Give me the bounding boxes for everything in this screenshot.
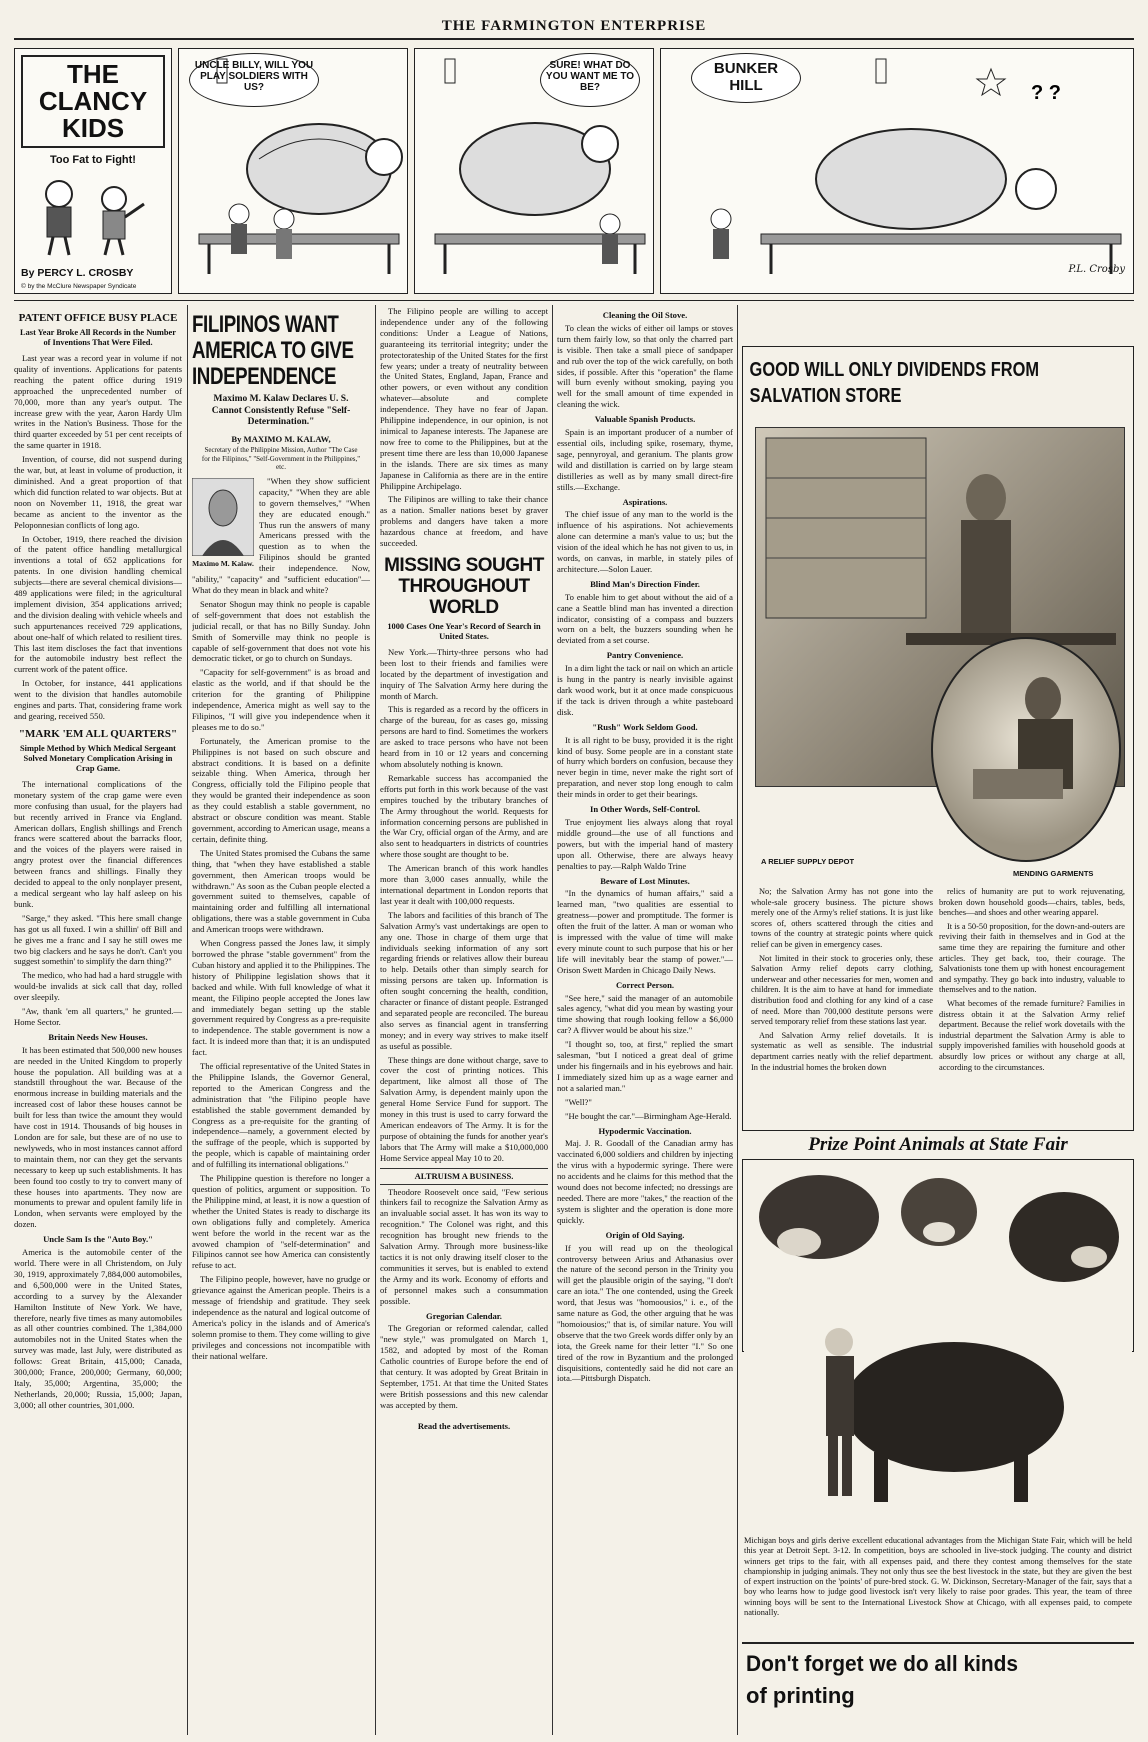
unclesam-paragraph: America is the automobile center of the world. There were in all Christendom, on July 30, 1919, approximately 7,884,000 automobiles, and 6,500,000 were in the United States, according to a survey by the Alexander Hamilton Institute of New York. We have, therefore, nearly five times as many automobiles as all other countries combined. The 1,384,000 automobiles not in the United States when the survey was made, last July, were distributed as follows: Great Britain, 415,000; Canada, 300,000; France, 200,000; Germany, 60,000; Italy, 35,000; Argentina, 35,000; the Netherlands, 20,000; Russia, 15,000; Japan, 3,000; all other countries, 301,000. — [14, 1247, 182, 1410]
filipinos-cont-paragraph: The Filipino people are willing to accept independence under any of the following conditions: Under a League of Nations, guaranteeing its territorial integrity; under the protectorateship of the United States for the first few years; under a treaty of neutrality between the United States, England, Japan, France and other powers, or even without any condition whatever—absolute and complete independence. They have no fear of Japan. Philippine independence, in our opinion, is not inimical to Japanese interests. The Japanese are now free to come to the Philippines, but at the present time there are less than 10,000 Japanese in the islands. There are six times as many Japanese in California as there are in the entire Philippine Archipelago. — [380, 306, 548, 491]
patent-paragraph: Invention, of course, did not suspend during the war, but, at least in volume of production, it diminished. And a great proportion of that which did function related to war objects. But at noon on November 11, 1918, the great war became as ancient to the inventor as the Peloponnesian conflicts of long ago. — [14, 454, 182, 530]
salvation-column-left — [751, 887, 933, 1127]
salvation-paragraph: And Salvation Army relief dovetails. It is systematic as well as sensible. The industrial department carries neatly with the relief department. In the industrial homes the broken down — [751, 1030, 933, 1072]
column-4 — [557, 306, 733, 1736]
comic-syndicate: © by the McClure Newspaper Syndicate — [21, 283, 137, 290]
salesman-paragraph: "Well?" — [565, 1096, 592, 1107]
comic-byline: By PERCY L. CROSBY — [21, 267, 134, 279]
svg-text:? ?: ? ? — [1031, 82, 1061, 104]
britain-paragraph: It has been estimated that 500,000 new houses are needed in the United Kingdom to properly house the population. All building was at a standstill throughout the war. Because of the enormous increase in building materials and the increased cost of labor these houses cannot be built for less than twice the amount they would have cost in 1914. Thousands of big houses in London are for sale, but these are of no use to newlyweds, who in most instances cannot afford to maintain them, nor can they get the servants necessary to keep up such establishments. It has been found too costly to try to convert many of these houses into apartments. They now are monuments to prewar and opulent family life in London, when servants were employed by the dozen. — [14, 1044, 182, 1230]
markem-subhead: Simple Method by Which Medical Sergeant Solved Monetary Complication Arising in Crap Game. — [20, 743, 176, 773]
column-divider — [552, 305, 553, 1735]
relief-depot-caption: A RELIEF SUPPLY DEPOT — [761, 857, 855, 866]
filipinos-paragraph: "When they show sufficient capacity," "When they are able to govern themselves," "When they are educated enough." Thus run the answers of many Americans pressed with the question as to when the Filipinos should be granted their independence. Now, "ability," "capacity" and "sufficient education"—What do they mean in black and white? — [192, 475, 370, 595]
patent-paragraph: Last year was a record year in volume if not quality of inventions. Applications for patents reaching the patent office during 1919 approached the unprecedented number of 70,000, more than any year's output. The increase grew with the year, Aaron Hardy Ulm writes in the Nation's Business. Those for the third quarter exceeded by 51 per cent receipts of the same quarter in 1918. — [14, 353, 182, 451]
patent-paragraph: In October, 1919, there reached the division of the patent office handling metallurgical inventions a total of 652 applications for patents. In one division handling chemical subjects—there are several chemical divisions—489 applications were filed; in the agricultural implement division, 354 applications arrived; and the division dealing with vehicle wheels and such appurtenances received 729 applications, about one-half of which related to resilient tires. This last item discloses the fact that inventions for the automobile industry best reflect the current work of the patent office. — [14, 533, 182, 675]
comic-panel-3 — [660, 48, 1134, 294]
missing-paragraph: These things are done without charge, save to cover the cost of printing notices. This department, like almost all those of The Salvation Army, is dependent mainly upon the general Home Service Fund for support. The money in this trust is used to carry forward the American endeavors of The Army. It is for the purpose of obtaining the funds for another year's labors that The Army will make a $10,000,000 Home Service appeal May 10 to 20. — [380, 1054, 548, 1163]
column-divider — [737, 305, 738, 1735]
vaccination-headline: Hypodermic Vaccination. — [598, 1125, 692, 1136]
aspirations-paragraph: The chief issue of any man to the world is the influence of his aspirations. Not achievements alone can determine a man's value to us; but the vision of the ideal which he has not given to us, in words, on canvas, in marble, in stately piles of architecture.—Solon Lauer. — [557, 509, 733, 574]
salesman-paragraph: "He bought the car."—Birmingham Age-Herald. — [565, 1110, 732, 1121]
rush-paragraph: It is all right to be busy, provided it is the right kind of busy. Some people are in a constant state of hurry which borders on confusion, because they never begin in time, never make the right sort of preparation, and never stop long enough to calm their minds in order to get their bearings. — [557, 734, 733, 800]
salvation-paragraph: Not limited in their stock to groceries only, these Salvation Army relief depots carry clothing, underwear and other necessaries for men, women and children. It is the aim to have at hand for immediate distribution food and clothing for any kind of a case of need. More than 700,000 destitute persons were served temporary relief from these stations last year. — [751, 953, 933, 1027]
comic-title-panel — [14, 48, 172, 294]
mending-garments-photo — [931, 637, 1121, 862]
speech-bubble-1: UNCLE BILLY, WILL YOU PLAY SOLDIERS WITH US? — [189, 53, 319, 107]
fair-text — [744, 1536, 1132, 1638]
filipinos-cont-paragraph: The Filipinos are willing to take their chance as a nation. Smaller nations beset by graver problems and dangers have taken a more hazardous chance at freedom, and have succeeded. — [380, 494, 548, 549]
minutes-paragraph: "In the dynamics of human affairs," said a learned man, "two qualities are essential to greatness—power and promptitude. The former is often the fruit of the latter. A man or woman who is impressed with the value of time will make every minute count to such purpose that his or her life will inevitably bear the stamp of power."—Orison Swett Marden in Chicago Daily News. — [557, 888, 733, 975]
speech-bubble-2: SURE! WHAT DO YOU WANT ME TO BE? — [540, 53, 640, 107]
fair-headline-bar — [742, 1130, 1134, 1160]
ad-line-1: Don't forget we do all kinds — [746, 1651, 1019, 1676]
unclesam-headline: Uncle Sam Is the "Auto Boy." — [43, 1234, 153, 1245]
britain-headline: Britain Needs New Houses. — [48, 1031, 148, 1042]
filipinos-headline: FILIPINOS WANT AMERICA TO GIVE INDEPENDENCE — [192, 311, 354, 390]
oilstove-paragraph: To clean the wicks of either oil lamps or stoves turn them fairly low, so that only the charred part is visible. Then take a small piece of sandpaper and rub over the top of the wick carefully, on both sides, if possible. After this "operation" the flame will burn evenly without smoking, paying you well for the small amount of time expended in cleaning the wick. — [557, 322, 733, 410]
gregorian-headline: Gregorian Calendar. — [426, 1310, 502, 1321]
minutes-headline: Beware of Lost Minutes. — [600, 875, 690, 886]
filipinos-paragraph: The United States promised the Cubans the same thing, that "when they have established a stable government, then American troops would be withdrawn." As soon as the Cuban people elected a government suited to themselves, capable of maintaining order and fulfilling all international obligations, there was a stable government in Cuba and American troops were withdrawn. — [192, 847, 370, 935]
mending-drawing — [933, 639, 1123, 864]
salvation-paragraph: No; the Salvation Army has not gone into the whole-sale grocery business. The picture shows merely one of the Army's relief stations. It is just like scores of, others scattered through the cities and towns of the country at strategic points where quick relief can be given in emergency cases. — [751, 887, 933, 949]
masthead: THE FARMINGTON ENTERPRISE — [441, 18, 707, 34]
aspirations-headline: Aspirations. — [622, 496, 668, 507]
panel-1-drawing — [179, 49, 408, 294]
fair-animals-drawing — [744, 1162, 1132, 1532]
comic-title: THE CLANCY KIDS — [21, 55, 165, 148]
selfcontrol-paragraph: True enjoyment lies always along that royal middle ground—the use of all functions and powers, but with the imperial hand of mastery upon all. Otherwise, there are always heavy penalties to pay.—Ralph Waldo Trine — [557, 816, 733, 871]
selfcontrol-headline: In Other Words, Self-Control. — [589, 804, 701, 815]
filipinos-paragraph: The official representative of the United States in the Philippine Islands, the Governor General, reported to the American Congress and the administration that "the Filipino people have established the stable government demanded by Congress as a pre-requisite for the granting of independence—namely, a government elected by the suffrage of the people, which is supported by the people, which is capable of maintaining order and of fulfilling its international obligations." — [192, 1061, 370, 1170]
patent-subhead: Last Year Broke All Records in the Number of Inventions That Were Filed. — [20, 328, 176, 347]
fair-headline: Prize Point Animals at State Fair — [808, 1134, 1068, 1155]
fair-paragraph: Michigan boys and girls derive excellent educational advantages from the Michigan State Fair, which will be held this year at Detroit Sept. 3-12. In competition, boys are schooled in live-stock judging. The county and district winners get trips to the fair, with all expenses paid, and there they contest among themselves for the state championship in judging animals. They not only thus see the best livestock in the state, but they are given the best of expert instruction on the 'points' of pure-bred stock. G. W. Dickinson, Secretary-Manager of the fair, says that a boy who learns how to judge good livestock isn't very likely to raise poor grades. This year, the team of three winning boys will be sent to the International Livestock Show at Chicago, with all expenses paid, to compete nationally. — [744, 1536, 1132, 1618]
filipinos-subhead: Maximo M. Kalaw Declares U. S. Cannot Consistently Refuse "Self-Determination." — [211, 394, 351, 427]
portrait-block — [192, 478, 254, 570]
salvation-column-right — [939, 887, 1125, 1127]
comic-panel-2 — [414, 48, 654, 294]
salvation-paragraph: What becomes of the remade furniture? Families in distress obtain it at the Salvation Army relief department. Because the relief work dovetails with the industrial department the Salvation Army is able to supply impoverished families with household goods at absurdly low prices or without any charge at all, according to the circumstances. — [939, 998, 1125, 1072]
salesman-headline: Correct Person. — [615, 979, 675, 990]
column-divider — [187, 305, 188, 1735]
missing-paragraph: New York.—Thirty-three persons who had been lost to their friends and families were located by the department of investigation and inquiry of The Salvation Army here during the month of March. — [380, 646, 548, 701]
portrait-caption: Maximo M. Kalaw. — [192, 558, 254, 568]
gregorian-paragraph: The Gregorian or reformed calendar, called "new style," was promulgated on March 1, 1582, and adopted by most of the Roman Catholic countries of Europe before the end of that century. It was adopted by Great Britain in September, 1751. At that time the United States were British possessions and this new calendar was accepted by them. — [380, 1323, 548, 1410]
oilstove-headline: Cleaning the Oil Stove. — [602, 310, 688, 320]
column-1 — [14, 306, 182, 1736]
missing-paragraph: This is regarded as a record by the officers in charge of the bureau, for as cases go, missing persons are hard to find. Sometimes the workers are asked to trace persons who have not been heard from in 10 or 12 years and concerning whom absolutely nothing is known. — [380, 704, 548, 769]
column-2 — [192, 306, 370, 1736]
column-3 — [380, 306, 548, 1736]
panel-2-drawing — [415, 49, 654, 294]
markem-paragraph: "Aw, thank 'em all quarters," he grunted.—Home Sector. — [14, 1006, 182, 1027]
comic-rule — [14, 300, 1134, 301]
filipinos-paragraph: The Filipino people, however, have no grudge or grievance against the American people. Theirs is a message of friendship and gratitude. They seek independence as the natural and logical outcome of America's policy in the islands and of America's solemn promise to them. They come willing to give privileges and concessions not incompatible with their national welfare. — [192, 1274, 370, 1361]
missing-paragraph: The labors and facilities of this branch of The Salvation Army's vast undertakings are open to any one. Those in charge of them urge that individuals seeking information of any sort regarding friends or relatives allow their bureau to help. Details other than simply search for missing persons are taken up. Information is often sought concerning the health, condition, character or finance of distant people. Estranged and separated people are reconciled. The bureau also serves as financial agent in transferring money; and in every way strives to make itself as useful as possible. — [380, 909, 548, 1051]
missing-headline: MISSING SOUGHT THROUGHOUT WORLD — [384, 554, 544, 618]
missing-paragraph: Remarkable success has accompanied the efforts put forth in this work because of the vast empires touched by the tributary branches of The Army throughout the world. Requests for information concerning persons are published in the War Cry, official organ of the Army, and are also sent to headquarters in districts of countries where those sought are thought to be. — [380, 772, 548, 860]
altruism-paragraph: Theodore Roosevelt once said, "Few serious thinkers fail to recognize the Salvation Army as an invaluable social asset. It has won its way to recognition." The Colonel was right, and this recognition has brought new friends to the Salvation Army. Through more business-like tactics it is not only drawing itself closer to the communities it serves, but is enabled to extend the Army and its work. Economy of efforts and of personnel makes such a consummation possible. — [380, 1186, 548, 1306]
filipinos-paragraph: The Philippine question is therefore no longer a question of politics, argument or supposition. To the Philippine mind, at least, it is now a question of whether the United States is ready to discharge its own obligations fully and completely. America went before the world in the recent war as the avowed champion of "self-determination" and Filipinos cannot see how America can consistently refuse to act. — [192, 1173, 370, 1271]
fair-photos — [744, 1162, 1132, 1532]
patent-headline: PATENT OFFICE BUSY PLACE — [18, 312, 178, 324]
filipinos-paragraph: Senator Shogun may think no people is capable of self-government that does not establish the judicial recall, or that has no Billy Sunday. John Smith of Somerville may think no people is capable of self-government that does not vote his democratic ticket, or go to church on Sundays. — [192, 598, 370, 664]
salvation-paragraph: relics of humanity are put to work rejuvenating, broken down household goods—chairs, tables, beds, benches—and shoes and other wearing apparel. — [939, 887, 1125, 918]
missing-paragraph: The American branch of this work handles more than 3,000 cases annually, while the international department in London reports that last year it dealt with 100,000 requests. — [380, 863, 548, 906]
comic-panel-1 — [178, 48, 408, 294]
filipinos-credit: Secretary of the Philippine Mission, Author "The Case for the Filipinos," "Self-Government in the Philippines," etc. — [201, 446, 361, 472]
read-ads-note: Read the advertisements. — [417, 1420, 511, 1431]
markem-paragraph: The international complications of the monetary system of the crap game were even more confusing than usual, for the players had but recently arrived in France via England. American dollars, English shillings and French francs were scattered about the barracks floor, and the voices of the players were raised in angry protest over the financial differences between francs and shillings. Finally they decided to appeal to the only nonplayer present, a medical sergeant who lay half asleep on his bunk. — [14, 778, 182, 909]
patent-paragraph: In October, for instance, 441 applications went to the division that handles automobile engines and parts. That, considering frame work and gearing, received 550. — [14, 678, 182, 721]
altruism-headline: ALTRUISM A BUSINESS. — [380, 1168, 548, 1185]
pantry-headline: Pantry Convenience. — [606, 650, 684, 661]
comic-subtitle: Too Fat to Fight! — [50, 154, 136, 166]
salesman-paragraph: "See here," said the manager of an automobile sales agency, "what did you mean by wasting your time showing that rough looking fellow a $6,000 car? A flivver would be about his size." — [557, 992, 733, 1036]
speech-bubble-3: BUNKER HILL — [691, 53, 801, 103]
filipinos-byline: By MAXIMO M. KALAW, — [231, 433, 331, 444]
kids-drawing — [19, 169, 169, 259]
salvation-paragraph: It is a 50-50 proposition, for the down-and-outers are reviving their faith in themselves and in God at the same time they are repairing the furniture and other articles. They get back, too, their courage. The Salvationists tone them up with honest encouragement and sympathy. They go back into industry, valuable to themselves and to the nation. — [939, 921, 1125, 995]
pantry-paragraph: In a dim light the tack or nail on which an article is hung in the pantry is nearly invisible against dark wood work, but it at once made conspicuous if the tack is driven through a white pasteboard disk. — [557, 663, 733, 717]
masthead-rule — [14, 38, 1134, 40]
filipinos-paragraph: Fortunately, the American promise to the Philippines is not based on such obscure and abstract conditions. It is based on a definite seizable thing. When America, through her Congress, officially told the Filipino people that they would be granted their independence as soon as they could establish a stable government, no abstract or obscure condition was meant. Stable government, according to American usage, means a certain, definite thing. — [192, 735, 370, 844]
printing-ad — [742, 1642, 1134, 1734]
saying-paragraph: If you will read up on the theological controversy between Arius and Athanasius over the nature of the second person in the Trinity you will get the plausible origin of the saying, "I don't care an iota." The one contended, using the Greek word, that Jesus was "homoousios," i. e., of the same nature as God, the other arguing that he was "homoiousios;" that is, of similar nature. You will observe that the two Greek words differ only by an iota, the Greek name for their letter "I." So one tired of the row in Byzantium and the prolonged disquisitions, contentedly said he did not care an iota.—Pittsburgh Dispatch. — [557, 1242, 733, 1384]
filipinos-paragraph: When Congress passed the Jones law, it simply borrowed the phrase "stable government" from the Cuban history and applied it to the Philippines. The history of Philippine legislation shows that it backed and while. With full knowledge of what it meant, the Filipino people accepted the Jones law and immediately began setting up the stable government required by Congress as a pre-requisite to independence. The stable government is now a fact. It is indeed more than that; it is an undisputed fact. — [192, 938, 370, 1058]
rush-headline: "Rush" Work Seldom Good. — [592, 721, 698, 732]
filipinos-paragraph: "Capacity for self-government" is as broad and elastic as the world, and if that should be the criterion for the granting of Philippine independence, America might as well say to the Filipinos, "I will give you independence when it pleases me to do so." — [192, 667, 370, 732]
markem-paragraph: The medico, who had had a hard struggle with would-be invalids at sick call that day, rolled over sleepily. — [14, 970, 182, 1003]
column-divider — [375, 305, 376, 1735]
panel-3-drawing — [661, 49, 1134, 294]
spanish-paragraph: Spain is an important producer of a number of essential oils, including spike, rosemary, thyme, sage, pennyroyal, and geranium. The plants grow wild and distillation is carried on by large steam distilleries as well as by many small direct-fire stills.—Exchange. — [557, 427, 733, 492]
portrait-photo — [192, 478, 254, 556]
mending-caption: MENDING GARMENTS — [1013, 869, 1094, 878]
vaccination-paragraph: Maj. J. R. Goodall of the Canadian army has vaccinated 6,000 soldiers and children by injecting the virus with a hypodermic syringe. There were no accidents and he claims for this method that the wound does not become infected; no dressings are needed. There are more "takes," the reaction of the system is slighter and the operation is done more quickly. — [557, 1138, 733, 1225]
markem-headline: "MARK 'EM ALL QUARTERS" — [18, 727, 178, 740]
saying-headline: Origin of Old Saying. — [605, 1229, 685, 1240]
missing-subhead: 1000 Cases One Year's Record of Search in United States. — [387, 621, 541, 641]
ad-line-2: of printing — [746, 1683, 855, 1708]
salvation-headline: GOOD WILL ONLY DIVIDENDS FROM SALVATION STORE — [749, 359, 1040, 407]
salesman-paragraph: "I thought so, too, at first," replied the smart salesman, "but I noticed a great deal of grime under his fingernails and in his eyebrows and hair. I immediately sized him up as a wage earner and not a salaried man." — [557, 1039, 733, 1093]
spanish-headline: Valuable Spanish Products. — [594, 414, 696, 425]
blind-paragraph: To enable him to get about without the aid of a cane a Seattle blind man has invented a direction indicator, consisting of a compass and buzzers worn on a belt, the buzzers sounding when he deviated from a set course. — [557, 591, 733, 646]
blind-headline: Blind Man's Direction Finder. — [590, 578, 700, 589]
comic-signature: P.L. Crosby — [1068, 264, 1125, 275]
markem-paragraph: "Sarge," they asked. "This here small change has got us all fuxed. I win a shillin' off Bill and he gives me a franc and I say he still owes me two big clackers and he says he don't. Can't you suggest somethin' to simplify the darn thing?" — [14, 912, 182, 967]
